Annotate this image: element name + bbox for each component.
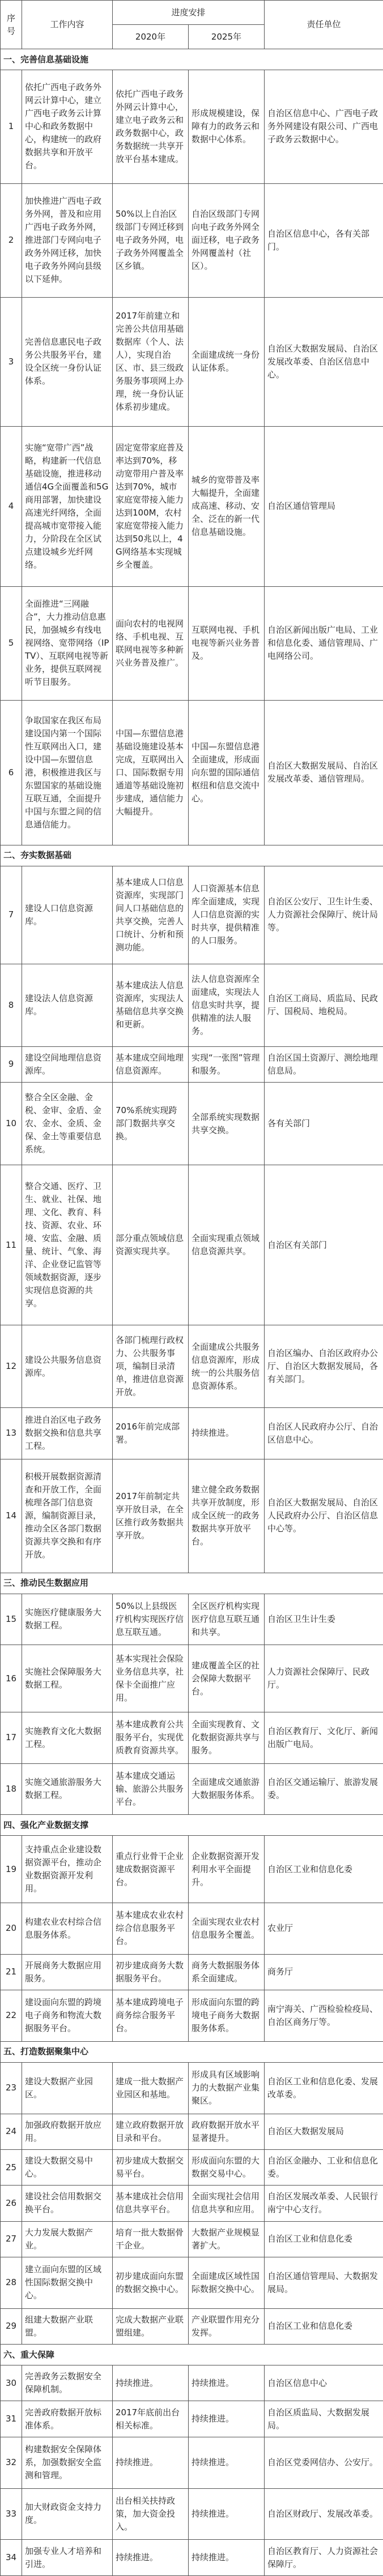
table-row (1, 866, 383, 964)
progress-2020-cell: 基本建成跨境电子商务综合服务平台。 (113, 1990, 189, 2041)
task-cell: 实施医疗健康服务大数据工程。 (22, 1594, 113, 1645)
progress-2020-cell: 完成大数据产业联盟组建。 (113, 2308, 189, 2344)
progress-2025-cell: 商务大数据服务体系全面建成。 (189, 1954, 265, 1990)
responsible-unit-cell: 自治区大数据发展局 (265, 2114, 383, 2149)
row-number: 2 (1, 183, 22, 297)
table-row (1, 2062, 383, 2114)
section-title: 六、重大保障 (1, 2345, 383, 2365)
row-number: 30 (1, 2365, 22, 2401)
row-number: 16 (1, 1645, 22, 1712)
row-number: 3 (1, 297, 22, 426)
progress-2020-cell: 基本建成交通运输、旅游公共服务平台。 (113, 1763, 189, 1815)
progress-2025-cell: 持续推进。 (189, 1407, 265, 1459)
progress-2025-cell: 大数据产业规模显著扩大。 (189, 2221, 265, 2257)
row-number: 18 (1, 1763, 22, 1815)
table-row (1, 1712, 383, 1763)
progress-2020-cell: 出台相关扶持政策，加大资金投入。 (113, 2488, 189, 2540)
table-row (1, 1407, 383, 1459)
progress-2020-cell: 基本建成教育公共服务平台，实现优质教育资源共享。 (113, 1712, 189, 1763)
row-number: 21 (1, 1954, 22, 1990)
responsible-unit-cell: 自治区交通运输厅、旅游发展委。 (265, 1763, 383, 1815)
responsible-unit-cell: 自治区党委网信办、公安厅。 (265, 2437, 383, 2488)
row-number: 15 (1, 1594, 22, 1645)
progress-2020-cell: 基本建成社会信用信息共享平台。 (113, 2186, 189, 2221)
progress-2025-cell: 持续推进。 (189, 2488, 265, 2540)
table-row (1, 2488, 383, 2540)
table-row (1, 1046, 383, 1082)
task-cell: 大力发展大数据产业。 (22, 2221, 113, 2257)
header-no: 序号 (1, 1, 22, 49)
row-number: 22 (1, 1990, 22, 2041)
task-cell: 支持重点企业建设数据资源平台，推动企业数据资源开发利用。 (22, 1836, 113, 1903)
table-row (1, 2221, 383, 2257)
responsible-unit-cell: 人力资源社会保障厅、民政厅。 (265, 1645, 383, 1712)
row-number: 17 (1, 1712, 22, 1763)
table-row (1, 2114, 383, 2149)
progress-2025-cell: 全面实现农业农村信息服务全覆盖。 (189, 1903, 265, 1954)
table-row (1, 1645, 383, 1712)
task-cell: 建设空间地理信息资源库。 (22, 1046, 113, 1082)
header-unit: 责任单位 (265, 1, 383, 49)
progress-2020-cell: 2017年前制定共享开放目录，在全区推行政务数据共享开放。 (113, 1459, 189, 1573)
table-row (1, 2437, 383, 2488)
row-number: 19 (1, 1836, 22, 1903)
progress-2020-cell: 面向农村的电视网络、手机电视、互联网电视等多种新兴业务普及推广。 (113, 587, 189, 701)
table-row (1, 1836, 383, 1903)
row-number: 34 (1, 2540, 22, 2576)
progress-2020-cell: 2017年底前出台相关标准。 (113, 2401, 189, 2437)
progress-2025-cell: 全面建成区域性国际数据交换中心。 (189, 2257, 265, 2308)
progress-2020-cell: 基本建成空间地理信息资源库。 (113, 1046, 189, 1082)
responsible-unit-cell: 自治区大数据发展局、自治区人民政府办公厅、自治区信息中心等。 (265, 1459, 383, 1573)
responsible-unit-cell: 南宁海关、广西检验检疫局、自治区商务厅等。 (265, 1990, 383, 2041)
task-cell: 实施社会保障服务大数据工程。 (22, 1645, 113, 1712)
progress-2025-cell: 全面建成交通旅游大数据服务体系。 (189, 1763, 265, 1815)
progress-2020-cell: 持续推进。 (113, 2437, 189, 2488)
header-task: 工作内容 (22, 1, 113, 49)
section-row (1, 2041, 383, 2062)
responsible-unit-cell: 自治区大数据发展局、自治区发展改革委、通信管理局。 (265, 700, 383, 845)
progress-2025-cell: 全面实现教育、文化数据资源共享与服务。 (189, 1712, 265, 1763)
progress-2020-cell: 50%以上自治区级部门专网迁移到电子政务外网，电子政务外网覆盖全区乡镇。 (113, 183, 189, 297)
row-number: 5 (1, 587, 22, 701)
section-row (1, 1573, 383, 1594)
task-cell: 整合交通、医疗、卫生、就业、社保、地理、文化、教育、科技、资源、农业、环境、安监、金融、质量、统计、气象、海洋、企业登记监管等领域数据资源，逐步实现信息资源的共享。 (22, 1165, 113, 1325)
progress-2025-cell: 全面建成统一身份认证体系。 (189, 297, 265, 426)
table-row (1, 2186, 383, 2221)
section-title: 一、完善信息基础设施 (1, 49, 383, 70)
table-row (1, 2401, 383, 2437)
row-number: 33 (1, 2488, 22, 2540)
table-row (1, 587, 383, 701)
progress-2025-cell: 中国—东盟信息港全面建成，形成面向东盟的国际通信枢纽和信息交流中心。 (189, 700, 265, 845)
responsible-unit-cell: 自治区教育厅、人力资源社会保障厅。 (265, 2540, 383, 2576)
progress-2020-cell: 2017年前建立和完善公共信用基础数据库（个人、法人），实现自治区、市、县三级政务服务事项网上办理，统一身份认证体系初步建成。 (113, 297, 189, 426)
progress-2020-cell: 基本建成法人信息资源库，实现法人基础信息共享交换和更新。 (113, 964, 189, 1046)
header-progress: 进度安排 (113, 1, 265, 25)
responsible-unit-cell: 自治区工商局、质监局、民政厅、国税局、地税局。 (265, 964, 383, 1046)
table-row (1, 2308, 383, 2344)
progress-2020-cell: 初步建成面向东盟的数据交换中心。 (113, 2257, 189, 2308)
task-cell: 构建农业农村综合信息服务体系。 (22, 1903, 113, 1954)
progress-2025-cell: 自治区级部门专网向电子政务外网全面迁移，电子政务外网覆盖村（社区）。 (189, 183, 265, 297)
row-number: 4 (1, 426, 22, 586)
table-row (1, 426, 383, 586)
task-cell: 完善政府数据开放标准体系。 (22, 2401, 113, 2437)
row-number: 1 (1, 70, 22, 184)
progress-2025-cell: 持续推进。 (189, 2401, 265, 2437)
row-number: 6 (1, 700, 22, 845)
table-row (1, 2149, 383, 2185)
section-title: 三、推动民生数据应用 (1, 1573, 383, 1594)
task-cell: 完善信息惠民电子政务公共服务平台，建设全区统一身份认证体系。 (22, 297, 113, 426)
task-cell: 建设大数据交易中心。 (22, 2149, 113, 2185)
responsible-unit-cell: 自治区信息中心，各有关部门。 (265, 183, 383, 297)
progress-2025-cell: 全面实现重点领域信息资源共享。 (189, 1165, 265, 1325)
row-number: 7 (1, 866, 22, 964)
task-cell: 依托广西电子政务外网云计算中心，建立广西电子政务云计算中心和政务数据中心，构建统一的政府数据共享和开放平台。 (22, 70, 113, 184)
responsible-unit-cell: 自治区大数据发展局、自治区发展改革委、自治区信息中心。 (265, 297, 383, 426)
task-cell: 组建大数据产业联盟。 (22, 2308, 113, 2344)
table-row (1, 964, 383, 1046)
progress-2025-cell: 产业联盟作用充分发挥。 (189, 2308, 265, 2344)
row-number: 9 (1, 1046, 22, 1082)
progress-2020-cell: 持续推进。 (113, 2365, 189, 2401)
progress-2020-cell: 建成一批大数据产业园区和基地。 (113, 2062, 189, 2114)
progress-2020-cell: 初步建成大数据交易平台。 (113, 2149, 189, 2185)
table-body (1, 49, 383, 2576)
section-title: 二、夯实数据基础 (1, 845, 383, 866)
responsible-unit-cell: 各有关部门 (265, 1083, 383, 1165)
responsible-unit-cell: 自治区工业和信息化委、发展改革委。 (265, 2062, 383, 2114)
responsible-unit-cell: 自治区信息中心 (265, 2365, 383, 2401)
responsible-unit-cell: 自治区财政厅、发展改革委。 (265, 2488, 383, 2540)
task-cell: 争取国家在我区布局建设国内第一个国际性互联网出入口，建设中国—东盟信息港，积极推进我区与东盟国家的基础设施互联互通，全面提升中国与东盟之间的信息通信能力。 (22, 700, 113, 845)
row-number: 10 (1, 1083, 22, 1165)
table-row (1, 700, 383, 845)
progress-2020-cell: 50%以上县级医疗机构实现医疗信息互联互通。 (113, 1594, 189, 1645)
row-number: 28 (1, 2257, 22, 2308)
table-row (1, 1954, 383, 1990)
progress-2020-cell: 依托广西电子政务外网云计算中心，建立电子政务云和政务数据中心，政务数据统一共享开放平台基本建成。 (113, 70, 189, 184)
row-number: 20 (1, 1903, 22, 1954)
task-cell: 加快推进广西电子政务外网，普及和应用广西电子政务外网，推进部门专网向电子政务外网迁移，加快电子政务外网向县级以下延伸。 (22, 183, 113, 297)
progress-2025-cell: 全区医疗机构实现医疗信息互联互通和共享。 (189, 1594, 265, 1645)
progress-2020-cell: 2016年前完成部署。 (113, 1407, 189, 1459)
row-number: 12 (1, 1325, 22, 1408)
progress-2020-cell: 各部门梳理行政权力、公共服务事项，编制目录清单，推进信息资源开放。 (113, 1325, 189, 1408)
table-row (1, 297, 383, 426)
progress-2020-cell: 70%系统实现跨部门数据共享交换。 (113, 1083, 189, 1165)
responsible-unit-cell: 自治区通信管理局、大数据发展局。 (265, 2257, 383, 2308)
progress-2025-cell: 全面实现社会信用信息共享和应用。 (189, 2186, 265, 2221)
section-row (1, 845, 383, 866)
responsible-unit-cell: 自治区编办、自治区政府办公厅、自治区大数据发展局，各有关部门。 (265, 1325, 383, 1408)
section-title: 五、打造数据聚集中心 (1, 2041, 383, 2062)
progress-2025-cell: 持续推进。 (189, 2437, 265, 2488)
task-cell: 实施交通旅游服务大数据工程。 (22, 1763, 113, 1815)
progress-2020-cell: 培育一批大数据骨干企业。 (113, 2221, 189, 2257)
responsible-unit-cell: 自治区工业和信息化委 (265, 2308, 383, 2344)
row-number: 13 (1, 1407, 22, 1459)
table-header (1, 1, 383, 49)
task-cell: 建设公共服务信息资源库。 (22, 1325, 113, 1408)
progress-2025-cell: 持续推进。 (189, 2540, 265, 2576)
table-row (1, 1594, 383, 1645)
task-cell: 完善政务云数据安全保障机制。 (22, 2365, 113, 2401)
progress-2025-cell: 全面建成公共服务信息资源库，形成统一的公共服务信息资源体系。 (189, 1325, 265, 1408)
responsible-unit-cell: 自治区金融办、工业和信息化委。 (265, 2149, 383, 2185)
responsible-unit-cell: 自治区卫生计生委 (265, 1594, 383, 1645)
progress-2020-cell: 持续推进。 (113, 2540, 189, 2576)
progress-2025-cell: 形成面向东盟的大数据交易中心。 (189, 2149, 265, 2185)
row-number: 14 (1, 1459, 22, 1573)
progress-2025-cell: 城乡的宽带普及率大幅提升，全面建成高速、移动、安全、泛在的新一代信息基础设施。 (189, 426, 265, 586)
task-cell: 积极开展数据资源清查和开放工作，全面梳理各部门信息资源，编制资源目录，推动全区各部门数据资源共享交换和有序开放。 (22, 1459, 113, 1573)
task-cell: 加强政府数据开放应用。 (22, 2114, 113, 2149)
progress-2020-cell: 初步建成商务大数据服务平台。 (113, 1954, 189, 1990)
responsible-unit-cell: 自治区通信管理局 (265, 426, 383, 586)
table-row (1, 2540, 383, 2576)
progress-2025-cell: 全部系统实现数据共享交换。 (189, 1083, 265, 1165)
table-row (1, 2257, 383, 2308)
row-number: 25 (1, 2149, 22, 2185)
responsible-unit-cell: 自治区新闻出版广电局、工业和信息化委、通信管理局、广电网络公司。 (265, 587, 383, 701)
task-cell: 加大财政资金支持力度。 (22, 2488, 113, 2540)
header-2025: 2025年 (189, 25, 265, 49)
row-number: 23 (1, 2062, 22, 2114)
task-cell: 构建数据安全保障体系，加强数据安全监测和管理。 (22, 2437, 113, 2488)
task-cell: 全面推进“三网融合”，大力推动信息惠民，加强城乡有线电视网络、宽带网络（IPTV）、互联网电视等新业务，提供互联网视听节目服务。 (22, 587, 113, 701)
row-number: 31 (1, 2401, 22, 2437)
row-number: 29 (1, 2308, 22, 2344)
responsible-unit-cell: 农业厅 (265, 1903, 383, 1954)
progress-2020-cell: 固定宽带家庭普及率达到70%，移动宽带用户普及率达到70%，城市家庭宽带接入能力达到100M，农村家庭宽带接入能力达到50兆以上，4G网络基本实现城乡全覆盖。 (113, 426, 189, 586)
progress-2020-cell: 部分重点领域信息资源实现共享。 (113, 1165, 189, 1325)
task-cell: 实施教育文化大数据工程。 (22, 1712, 113, 1763)
responsible-unit-cell: 自治区信息中心、广西电子政务外网建设有限公司、广西电子政务云数据中心。 (265, 70, 383, 184)
progress-2025-cell: 政府数据开放水平显著提升。 (189, 2114, 265, 2149)
task-cell: 建设社会信用数据交换平台。 (22, 2186, 113, 2221)
header-2020: 2020年 (113, 25, 189, 49)
table-row (1, 1083, 383, 1165)
progress-2025-cell: 形成具有区域影响力的大数据产业集聚区。 (189, 2062, 265, 2114)
progress-2020-cell: 重点行业骨干企业建成数据资源平台。 (113, 1836, 189, 1903)
table-row (1, 70, 383, 184)
row-number: 8 (1, 964, 22, 1046)
task-cell: 推进自治区电子政务数据交换和信息共享工程。 (22, 1407, 113, 1459)
progress-2020-cell: 中国—东盟信息港基础设施建设基本完成，互联网出入口、国际数据专用通道等基础设施初步建成，通信能力大幅提升。 (113, 700, 189, 845)
progress-2025-cell: 实现“一张图”管理和服务。 (189, 1046, 265, 1082)
responsible-unit-cell: 自治区公安厅、卫生计生委、人力资源社会保障厅、统计局等。 (265, 866, 383, 964)
task-cell: 开展商务大数据应用服务。 (22, 1954, 113, 1990)
progress-2025-cell: 建立健全政务数据共享开放制度，形成全区统一的政务数据共享开放平台。 (189, 1459, 265, 1573)
row-number: 11 (1, 1165, 22, 1325)
progress-2020-cell: 基本建成人口信息资源库，实现部门间人口基础信息的共享交换，完善人口统计、分析和预测功能。 (113, 866, 189, 964)
table-row (1, 1990, 383, 2041)
responsible-unit-cell: 自治区人民政府办公厅、自治区信息中心。 (265, 1407, 383, 1459)
responsible-unit-cell: 自治区工业和信息化委 (265, 2221, 383, 2257)
task-cell: 建设法人信息资源库。 (22, 964, 113, 1046)
responsible-unit-cell: 自治区工业和信息化委 (265, 1836, 383, 1903)
responsible-unit-cell: 自治区发展改革委、人民银行南宁中心支行。 (265, 2186, 383, 2221)
section-row (1, 2345, 383, 2365)
progress-2025-cell: 互联网电视、手机电视等新兴业务普及。 (189, 587, 265, 701)
progress-2025-cell: 形成规模建设，保障有力的政务云和数据中心体系。 (189, 70, 265, 184)
task-cell: 建设大数据产业园区。 (22, 2062, 113, 2114)
table-row (1, 1325, 383, 1408)
section-title: 四、强化产业数据支撑 (1, 1815, 383, 1836)
progress-2025-cell: 法人信息资源库全面建成，实现法人信息实时共享，提供精准的法人服务。 (189, 964, 265, 1046)
row-number: 26 (1, 2186, 22, 2221)
responsible-unit-cell: 商务厅 (265, 1954, 383, 1990)
responsible-unit-cell: 自治区教育厅、文化厅、新闻出版广电局。 (265, 1712, 383, 1763)
row-number: 24 (1, 2114, 22, 2149)
progress-2025-cell: 建成覆盖全区的社会保障大数据平台。 (189, 1645, 265, 1712)
responsible-unit-cell: 自治区有关部门 (265, 1165, 383, 1325)
responsible-unit-cell: 自治区国土资源厅、测绘地理信息局。 (265, 1046, 383, 1082)
table-row (1, 1165, 383, 1325)
table-row (1, 2365, 383, 2401)
task-cell: 建设人口信息资源库。 (22, 866, 113, 964)
task-cell: 建设面向东盟的跨境电子商务和物流大数据服务平台。 (22, 1990, 113, 2041)
task-cell: 加强专业人才培养和引进。 (22, 2540, 113, 2576)
table-row (1, 183, 383, 297)
progress-2020-cell: 基本实现社会保险业务信息共享，社保卡全面推广应用。 (113, 1645, 189, 1712)
section-row (1, 49, 383, 70)
task-cell: 实施“宽带广西”战略，构建新一代信息基础设施，推进移动通信4G全面覆盖和5G商用部署，加快建设高速光纤网络，全面提高城市宽带接入能力，分阶段在全区试点建设城乡光纤网络。 (22, 426, 113, 586)
progress-2025-cell: 人口资源基本信息库全面建成，实现人口信息资源的实时共享，提供精准的人口服务。 (189, 866, 265, 964)
row-number: 27 (1, 2221, 22, 2257)
row-number: 32 (1, 2437, 22, 2488)
table-row (1, 1903, 383, 1954)
progress-2025-cell: 持续推进。 (189, 2365, 265, 2401)
table-row (1, 1459, 383, 1573)
responsible-unit-cell: 自治区质监局、大数据发展局。 (265, 2401, 383, 2437)
progress-2020-cell: 基本建成农业农村综合信息服务平台。 (113, 1903, 189, 1954)
progress-2025-cell: 企业数据资源开发利用水平全面提升。 (189, 1836, 265, 1903)
task-cell: 整合全区金融、金税、金审、金盾、金农、金水、金质、金保、金土等重要信息系统。 (22, 1083, 113, 1165)
section-row (1, 1815, 383, 1836)
progress-2020-cell: 建立政府数据开放目录和平台。 (113, 2114, 189, 2149)
progress-2025-cell: 形成面向东盟的跨境电子商务大数据服务体系。 (189, 1990, 265, 2041)
table-row (1, 1763, 383, 1815)
task-cell: 建立面向东盟的区域性国际数据交换中心。 (22, 2257, 113, 2308)
